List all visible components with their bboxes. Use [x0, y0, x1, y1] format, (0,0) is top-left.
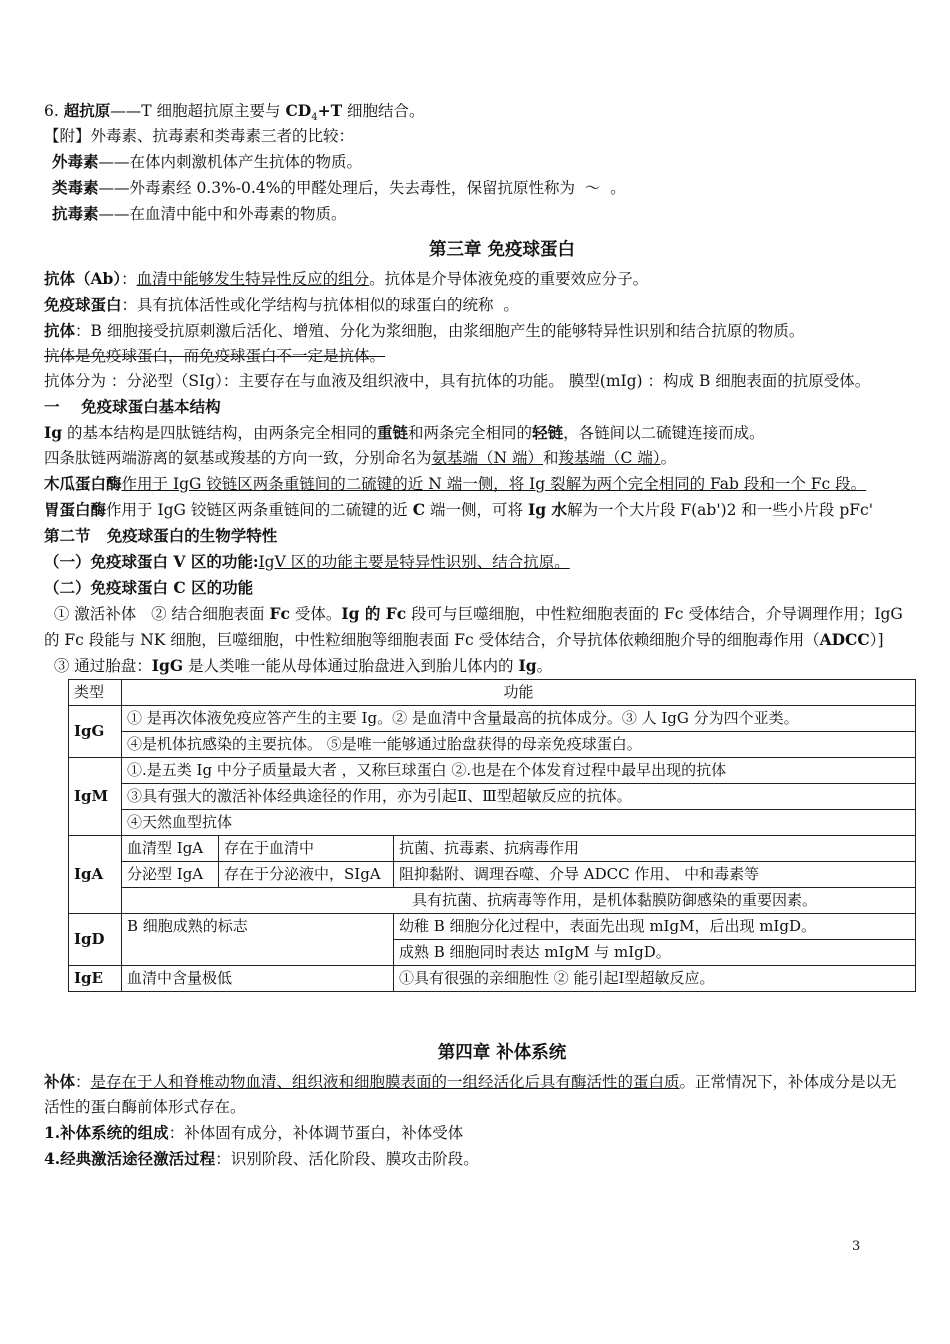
- placenta-line: ③ 通过胎盘：IgG 是人类唯一能从母体通过胎盘进入到胎儿体内的 Ig。: [44, 656, 553, 675]
- c-region-heading: （二）免疫球蛋白 C 区的功能: [44, 578, 254, 597]
- ig-structure: Ig 的基本结构是四肽链结构，由两条完全相同的重链和两条完全相同的轻链，各链间以二硫键连接而成。: [44, 423, 765, 442]
- section-basic-structure: 一 免疫球蛋白基本结构: [44, 397, 221, 416]
- igm-function-3: ④天然血型抗体: [122, 810, 916, 836]
- ig-definition: 免疫球蛋白：具有抗体活性或化学结构与抗体相似的球蛋白的统称 。: [44, 295, 519, 314]
- v-region-function: （一）免疫球蛋白 V 区的功能:IgV 区的功能主要是特异性识别、结合抗原。: [44, 552, 570, 571]
- chapter-4-title: 第四章 补体系统: [437, 1043, 567, 1063]
- antibody-types: 抗体分为 ：分泌型（SIg）：主要存在与血液及组织液中，具有抗体的功能。 膜型(mIg) ：构成 B 细胞表面的抗原受体。: [44, 372, 871, 390]
- exotoxin-line: 外毒素——在体内刺激机体产生抗体的物质。: [52, 152, 363, 171]
- igd-marker: B 细胞成熟的标志: [122, 914, 394, 966]
- table-row: [69, 810, 916, 836]
- table-header-row: [69, 680, 916, 706]
- igd-function-1: 幼稚 B 细胞分化过程中，表面先出现 mIgM，后出现 mIgD。: [394, 914, 916, 940]
- type-ige: IgE: [69, 966, 122, 992]
- iga-general-function: 具有抗菌、抗病毒等作用，是机体黏膜防御感染的重要因素。: [122, 888, 916, 914]
- igg-function-1: ① 是再次体液免疫应答产生的主要 Ig。② 是血清中含量最高的抗体成分。③ 人 IgG 分为四个亚类。: [122, 706, 916, 732]
- iga-secretory-function: 阻抑黏附、调理吞噬、介导 ADCC 作用、 中和毒素等: [394, 862, 916, 888]
- table-row: [69, 862, 916, 888]
- igm-function-2: ③具有强大的激活补体经典途径的作用，亦为引起Ⅱ、Ⅲ型超敏反应的抗体。: [122, 784, 916, 810]
- table-row: [69, 836, 916, 862]
- iga-serum-function: 抗菌、抗毒素、抗病毒作用: [394, 836, 916, 862]
- section-bio-properties: 第二节 免疫球蛋白的生物学特性: [44, 526, 278, 545]
- igm-function-1: ①.是五类 Ig 中分子质量最大者 ，又称巨球蛋白 ②.也是在个体发育过程中最早出现的抗体: [122, 758, 916, 784]
- toxoid-line: 类毒素——外毒素经 0.3%-0.4%的甲醛处理后，失去毒性，保留抗原性称为 ～ 。: [52, 178, 626, 197]
- chain-ends: 四条肽链两端游离的氨基或羧基的方向一致，分别命名为氨基端（N 端）和羧基端（C 端）。: [44, 449, 677, 467]
- table-row: [69, 758, 916, 784]
- superantigen-line: 6. 超抗原——T 细胞超抗原主要与 $CD_4+T$ 细胞结合。: [44, 101, 425, 124]
- ige-function: ①具有很强的亲细胞性 ② 能引起Ⅰ型超敏反应。: [394, 966, 916, 992]
- table-row: [69, 888, 916, 914]
- classical-pathway: 4.经典激活途径激活过程：识别阶段、活化阶段、膜攻击阶段。: [44, 1149, 479, 1168]
- header-type: 类型: [69, 680, 122, 706]
- type-igd: IgD: [69, 914, 122, 966]
- complement-composition: 1.补体系统的组成：补体固有成分，补体调节蛋白，补体受体: [44, 1123, 464, 1142]
- ige-level: 血清中含量极低: [122, 966, 394, 992]
- iga-serum-type: 血清型 IgA: [122, 836, 219, 862]
- table-row: [69, 914, 916, 940]
- papain-line: 木瓜蛋白酶作用于 IgG 铰链区两条重链间的二硫键的近 N 端一侧，将 Ig 裂解为两个完全相同的 Fab 段和一个 Fc 段。: [44, 474, 867, 493]
- antitoxin-line: 抗毒素——在血清中能中和外毒素的物质。: [52, 204, 347, 223]
- table-row: [69, 784, 916, 810]
- table-row: [69, 966, 916, 992]
- type-iga: IgA: [69, 836, 122, 914]
- type-igg: IgG: [69, 706, 122, 758]
- igd-function-2: 成熟 B 细胞同时表达 mIgM 与 mIgD。: [394, 940, 916, 966]
- c-region-functions: ① 激活补体 ② 结合细胞表面 Fc 受体。Ig 的 Fc 段可与巨噬细胞，中性粒细胞表面的 Fc 受体结合，介导调理作用；IgG 的 Fc 段能与 NK 细胞，巨噬细胞，中性粒细胞等细胞表面 Fc 受体结合，介导抗体依赖细胞介导的细胞毒作用（ADCC）]: [44, 604, 908, 649]
- table-row: [69, 732, 916, 758]
- document-page: [44, 98, 908, 1172]
- antibody-definition: 抗体（Ab）：血清中能够发生特异性反应的组分。抗体是介导体液免疫的重要效应分子。: [44, 269, 649, 288]
- pepsin-line: 胃蛋白酶作用于 IgG 铰链区两条重链间的二硫键的近 C 端一侧，可将 Ig 水解为一个大片段 F(ab')2 和一些小片段 pFc': [44, 500, 873, 519]
- table-row: [69, 706, 916, 732]
- ig-function-table: [68, 679, 916, 992]
- appendix-heading: 【附】外毒素、抗毒素和类毒素三者的比较：: [44, 127, 355, 145]
- antibody-ig-note: 抗体是免疫球蛋白，而免疫球蛋白不一定是抗体。: [44, 347, 386, 365]
- igg-function-2: ④是机体抗感染的主要抗体。 ⑤是唯一能够通过胎盘获得的母亲免疫球蛋白。: [122, 732, 916, 758]
- antibody-origin: 抗体：B 细胞接受抗原刺激后活化、增殖、分化为浆细胞，由浆细胞产生的能够特异性识别和结合抗原的物质。: [44, 321, 805, 340]
- complement-definition: 补体：是存在于人和脊椎动物血清、组织液和细胞膜表面的一组经活化后具有酶活性的蛋白质。正常情况下，补体成分是以无活性的蛋白酶前体形式存在。: [44, 1072, 897, 1116]
- iga-serum-location: 存在于血清中: [219, 836, 394, 862]
- type-igm: IgM: [69, 758, 122, 836]
- page-number: 3: [852, 1239, 861, 1254]
- iga-secretory-location: 存在于分泌液中，SIgA: [219, 862, 394, 888]
- header-function: 功能: [122, 680, 916, 706]
- chapter-3-title: 第三章 免疫球蛋白: [428, 240, 576, 260]
- iga-secretory-type: 分泌型 IgA: [122, 862, 219, 888]
